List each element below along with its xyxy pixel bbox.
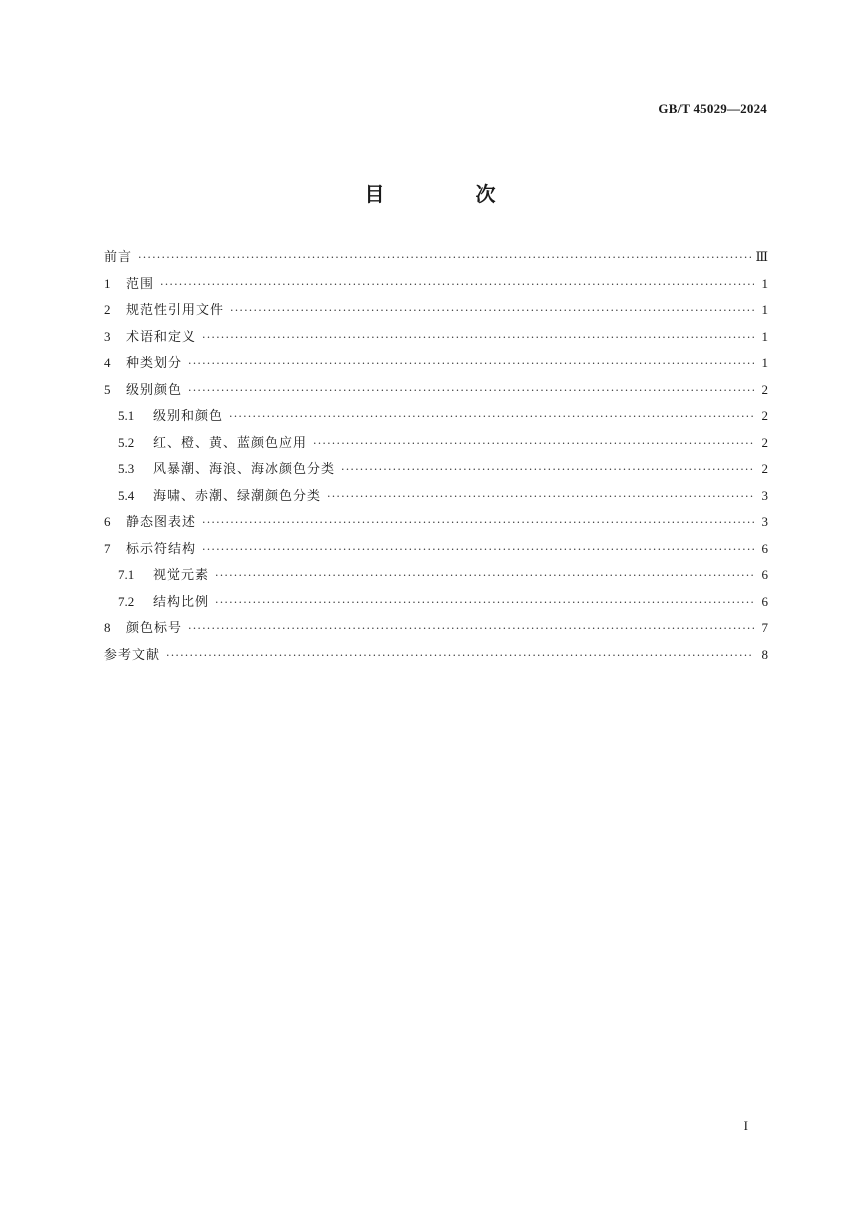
toc-entry-page: 3 bbox=[761, 487, 768, 503]
toc-entry-page: 1 bbox=[761, 355, 768, 370]
toc-entry-foreword[interactable] bbox=[104, 248, 768, 275]
toc-entry-label: 标示符结构 bbox=[126, 541, 197, 557]
toc-entry-number: 3 bbox=[104, 328, 111, 344]
toc-entry-page: 2 bbox=[761, 434, 768, 450]
toc-entry-label: 种类划分 bbox=[126, 356, 183, 371]
toc-entry-3[interactable] bbox=[104, 328, 768, 355]
toc-leader-dots bbox=[215, 567, 754, 585]
toc-entry-number: 4 bbox=[104, 355, 111, 370]
toc-entry-label: 结构比例 bbox=[153, 594, 210, 610]
toc-entry-label: 颜色标号 bbox=[126, 621, 183, 636]
toc-entry-page: 2 bbox=[761, 381, 768, 397]
toc-entry-bibliography[interactable] bbox=[104, 646, 768, 673]
toc-entry-page: 1 bbox=[761, 328, 768, 344]
toc-entry-number: 5.3 bbox=[118, 461, 135, 476]
toc-entry-number: 5.1 bbox=[118, 408, 135, 423]
toc-entry-label: 参考文献 bbox=[104, 647, 161, 663]
toc-leader-dots bbox=[188, 355, 754, 373]
toc-entry-number: 1 bbox=[104, 275, 111, 291]
toc-entry-label: 范围 bbox=[126, 276, 155, 292]
toc-entry-7-1[interactable] bbox=[104, 566, 768, 593]
toc-leader-dots bbox=[230, 302, 754, 320]
toc-entry-label: 海啸、赤潮、绿潮颜色分类 bbox=[153, 488, 322, 504]
table-of-contents bbox=[104, 248, 768, 672]
toc-entry-page: 6 bbox=[761, 540, 768, 556]
toc-entry-page: 1 bbox=[761, 275, 768, 291]
toc-entry-5[interactable] bbox=[104, 381, 768, 408]
toc-leader-dots bbox=[166, 647, 754, 665]
toc-entry-6[interactable] bbox=[104, 513, 768, 540]
toc-entry-7[interactable] bbox=[104, 540, 768, 567]
toc-entry-1[interactable] bbox=[104, 275, 768, 302]
toc-entry-label: 静态图表述 bbox=[126, 515, 197, 530]
toc-entry-page: 2 bbox=[761, 408, 768, 423]
toc-leader-dots bbox=[202, 514, 754, 532]
toc-leader-dots bbox=[160, 276, 754, 294]
toc-entry-page: Ⅲ bbox=[755, 249, 768, 264]
toc-entry-7-2[interactable] bbox=[104, 593, 768, 620]
toc-entry-2[interactable] bbox=[104, 301, 768, 328]
toc-leader-dots bbox=[188, 620, 754, 638]
toc-entry-number: 6 bbox=[104, 514, 111, 529]
toc-entry-label: 级别和颜色 bbox=[153, 409, 224, 424]
toc-leader-dots bbox=[188, 382, 754, 400]
toc-entry-5-1[interactable] bbox=[104, 407, 768, 434]
toc-entry-page: 7 bbox=[761, 620, 768, 635]
toc-entry-8[interactable] bbox=[104, 619, 768, 646]
toc-entry-label: 级别颜色 bbox=[126, 382, 183, 398]
toc-entry-label: 红、橙、黄、蓝颜色应用 bbox=[153, 435, 308, 451]
toc-entry-label: 前言 bbox=[104, 250, 133, 265]
toc-leader-dots bbox=[138, 249, 751, 267]
toc-entry-number: 2 bbox=[104, 302, 111, 317]
toc-entry-number: 5.4 bbox=[118, 487, 135, 503]
toc-entry-number: 5 bbox=[104, 381, 111, 397]
toc-entry-5-3[interactable] bbox=[104, 460, 768, 487]
page-title: 目 次 bbox=[364, 182, 538, 206]
toc-leader-dots bbox=[313, 435, 754, 453]
toc-entry-label: 规范性引用文件 bbox=[126, 303, 225, 318]
toc-entry-5-2[interactable] bbox=[104, 434, 768, 461]
toc-entry-label: 术语和定义 bbox=[126, 329, 197, 345]
toc-leader-dots bbox=[215, 594, 754, 612]
toc-entry-number: 7.2 bbox=[118, 593, 135, 609]
toc-leader-dots bbox=[229, 408, 754, 426]
toc-entry-4[interactable] bbox=[104, 354, 768, 381]
page-number: I bbox=[743, 1118, 748, 1133]
toc-entry-number: 5.2 bbox=[118, 434, 135, 450]
toc-entry-label: 风暴潮、海浪、海冰颜色分类 bbox=[153, 462, 336, 477]
toc-entry-page: 1 bbox=[761, 302, 768, 317]
toc-entry-5-4[interactable] bbox=[104, 487, 768, 514]
toc-entry-number: 8 bbox=[104, 620, 111, 635]
toc-leader-dots bbox=[202, 541, 754, 559]
toc-entry-number: 7 bbox=[104, 540, 111, 556]
standard-number: GB/T 45029—2024 bbox=[658, 101, 767, 116]
toc-leader-dots bbox=[341, 461, 754, 479]
toc-entry-page: 8 bbox=[761, 646, 768, 662]
toc-entry-page: 3 bbox=[761, 514, 768, 529]
toc-entry-page: 6 bbox=[761, 593, 768, 609]
toc-entry-number: 7.1 bbox=[118, 567, 135, 582]
toc-leader-dots bbox=[202, 329, 754, 347]
toc-leader-dots bbox=[327, 488, 754, 506]
toc-entry-page: 6 bbox=[761, 567, 768, 582]
toc-entry-label: 视觉元素 bbox=[153, 568, 210, 583]
toc-entry-page: 2 bbox=[761, 461, 768, 476]
